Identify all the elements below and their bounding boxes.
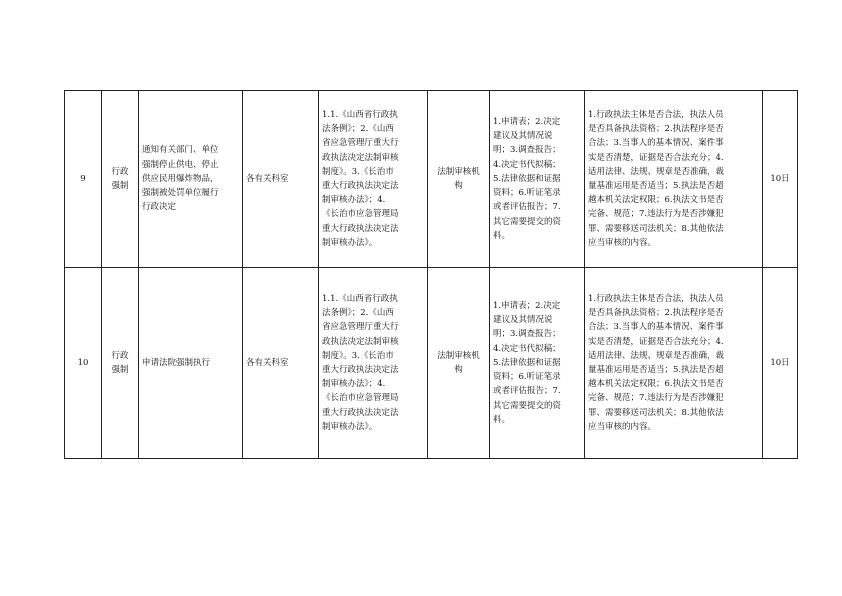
department-cell: 各有关科室 bbox=[243, 268, 319, 459]
review-content-cell: 1.行政执法主体是否合法，执法人员 是否具备执法资格；2.执法程序是否 合法；3.当事人的基本情况、案件事 实是否清楚，证据是否合法充分；4. 适用法律、法规、规章是否准确，裁 量基准运用是否适当；5.执法是否超 越本机关法定权限；6.执法文书是否 完备、规范；7.违法行为是否涉嫌犯 罪、需要移送司法机关；8.其他依法 应当审核的内容。 bbox=[585, 91, 763, 268]
materials-cell: 1.申请表；2.决定 建议及其情况说 明；3.调查报告； 4.决定书代拟稿； 5.法律依据和证据 资料；6.听证笔录 或者评估报告；7. 其它需要提交的资 料。 bbox=[490, 268, 585, 459]
category-cell: 行政 强制 bbox=[102, 91, 139, 268]
materials-cell: 1.申请表；2.决定 建议及其情况说 明；3.调查报告； 4.决定书代拟稿； 5.法律依据和证据 资料；6.听证笔录 或者评估报告；7. 其它需要提交的资 料。 bbox=[490, 91, 585, 268]
table-row bbox=[65, 91, 798, 268]
reviewer-cell: 法制审核机 构 bbox=[428, 91, 490, 268]
item-name-cell: 申请法院强制执行 bbox=[139, 268, 243, 459]
review-content-cell: 1.行政执法主体是否合法，执法人员 是否具备执法资格；2.执法程序是否 合法；3.当事人的基本情况、案件事 实是否清楚，证据是否合法充分；4. 适用法律、法规、规章是否准确，裁 量基准运用是否适当；5.执法是否超 越本机关法定权限；6.执法文书是否 完备、规范；7.违法行为是否涉嫌犯 罪、需要移送司法机关；8.其他依法 应当审核的内容。 bbox=[585, 268, 763, 459]
time-limit-cell: 10日 bbox=[763, 268, 798, 459]
row-number: 9 bbox=[65, 91, 102, 268]
legal-basis-cell: 1.1.《山西省行政执 法条例》；2.《山西 省应急管理厅重大行 政执法决定法制审核 制度》。3.《长治市 重大行政执法决定法 制审核办法》；4. 《长治市应急管理局 重大行政执法决定法 制审核办法》。 bbox=[319, 91, 428, 268]
department-cell: 各有关科室 bbox=[243, 91, 319, 268]
time-limit-cell: 10日 bbox=[763, 91, 798, 268]
row-number: 10 bbox=[65, 268, 102, 459]
table-row bbox=[65, 268, 798, 459]
reviewer-cell: 法制审核机 构 bbox=[428, 268, 490, 459]
item-name-cell: 通知有关部门、单位 强制停止供电、停止 供应民用爆炸物品， 强制被处罚单位履行 行政决定 bbox=[139, 91, 243, 268]
legal-basis-cell: 1.1.《山西省行政执 法条例》；2.《山西 省应急管理厅重大行 政执法决定法制审核 制度》。3.《长治市 重大行政执法决定法 制审核办法》；4. 《长治市应急管理局 重大行政执法决定法 制审核办法》。 bbox=[319, 268, 428, 459]
category-cell: 行政 强制 bbox=[102, 268, 139, 459]
review-items-table bbox=[64, 90, 798, 459]
